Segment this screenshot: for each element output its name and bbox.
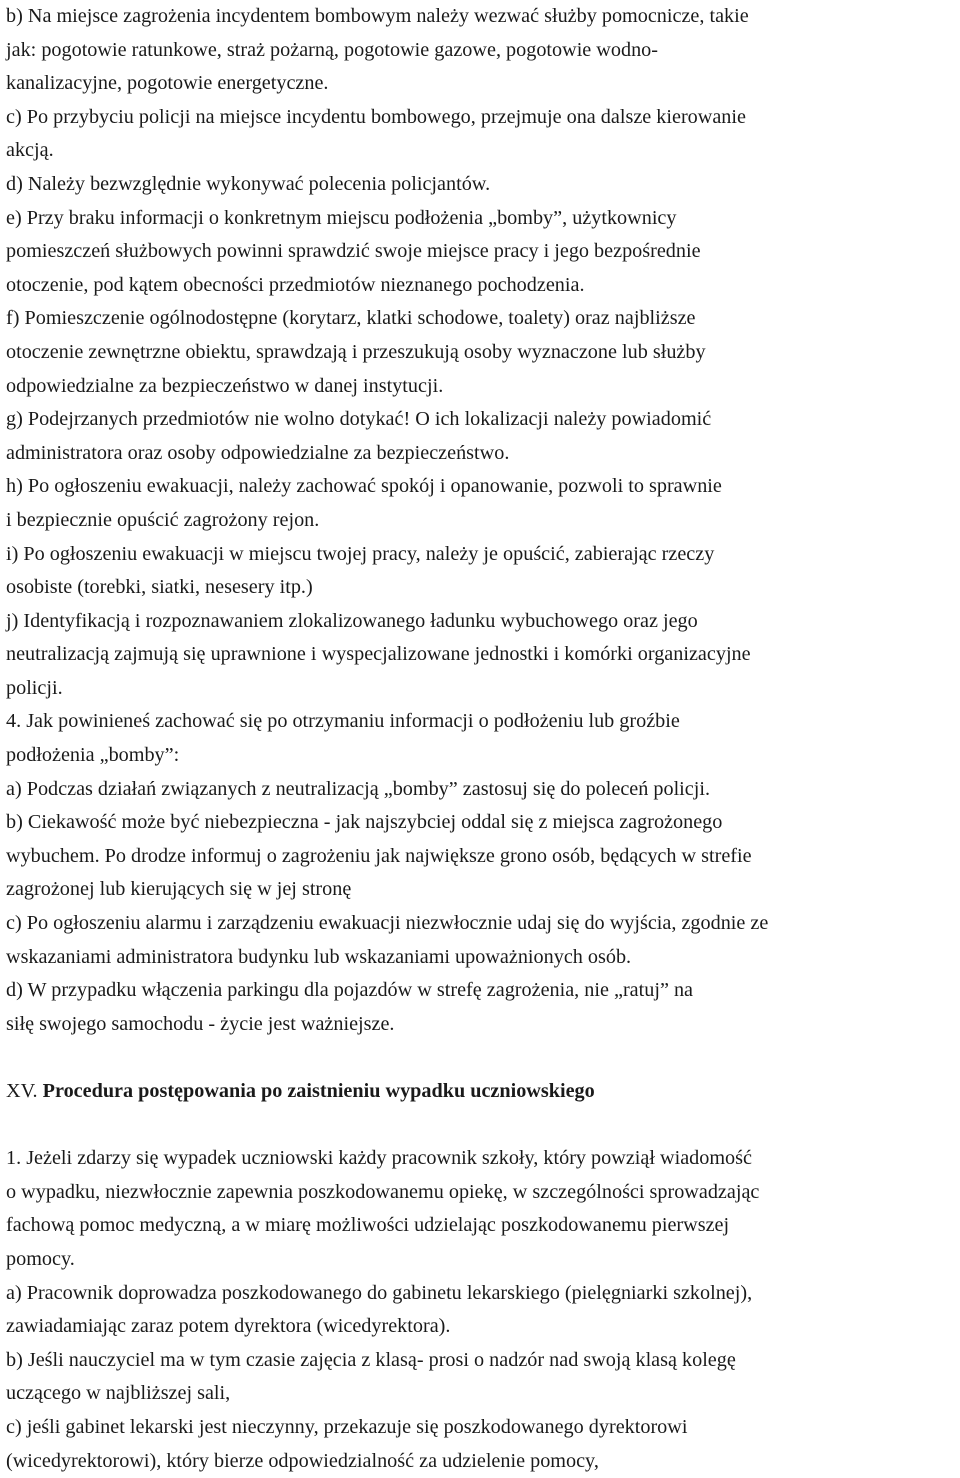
text-line: odpowiedzialne za bezpieczeństwo w danej instytucji.	[6, 374, 444, 397]
text-line: uczącego w najbliższej sali,	[6, 1382, 231, 1405]
section-number: XV.	[6, 1080, 38, 1102]
text-line: zagrożonej lub kierujących się w jej stronę	[6, 878, 352, 901]
text-line: wskazaniami administratora budynku lub wskazaniami upoważnionych osób.	[6, 945, 632, 968]
text-line: b) Ciekawość może być niebezpieczna - jak najszybciej oddal się z miejsca zagrożonego	[6, 811, 723, 834]
text-line: o wypadku, niezwłocznie zapewnia poszkodowanemu opiekę, w szczególności sprowadzając	[6, 1180, 760, 1203]
spacer	[6, 1041, 958, 1075]
text-line: 1. Jeżeli zdarzy się wypadek uczniowski każdy pracownik szkoły, który powziął wiadomość	[6, 1147, 752, 1170]
spacer	[6, 1109, 958, 1143]
text-line: podłożenia „bomby”:	[6, 744, 180, 767]
text-line: pomocy.	[6, 1247, 75, 1270]
text-line: administratora oraz osoby odpowiedzialne za bezpieczeństwo.	[6, 441, 510, 464]
text-line: neutralizacją zajmują się uprawnione i wyspecjalizowane jednostki i komórki organizacyjne	[6, 643, 751, 666]
text-line: c) Po przybyciu policji na miejsce incydentu bombowego, przejmuje ona dalsze kierowanie	[6, 105, 746, 128]
document-page	[6, 0, 958, 1478]
text-line: (wicedyrektorowi), który bierze odpowiedzialność za udzielenie pomocy,	[6, 1449, 599, 1472]
text-line: zawiadamiając zaraz potem dyrektora (wicedyrektora).	[6, 1315, 451, 1338]
text-line: g) Podejrzanych przedmiotów nie wolno dotykać! O ich lokalizacji należy powiadomić	[6, 408, 712, 431]
text-line: d) W przypadku włączenia parkingu dla pojazdów w strefę zagrożenia, nie „ratuj” na	[6, 979, 694, 1002]
section-title: Procedura postępowania po zaistnieniu wypadku uczniowskiego	[42, 1080, 595, 1102]
text-line: jak: pogotowie ratunkowe, straż pożarną, pogotowie gazowe, pogotowie wodno-	[6, 38, 658, 61]
text-line: otoczenie, pod kątem obecności przedmiotów nieznanego pochodzenia.	[6, 273, 585, 296]
text-line: h) Po ogłoszeniu ewakuacji, należy zachować spokój i opanowanie, pozwoli to sprawnie	[6, 475, 722, 498]
text-line: kanalizacyjne, pogotowie energetyczne.	[6, 72, 329, 95]
text-line: pomieszczeń służbowych powinni sprawdzić swoje miejsce pracy i jego bezpośrednie	[6, 240, 701, 263]
text-line: akcją.	[6, 139, 54, 162]
text-line: e) Przy braku informacji o konkretnym miejscu podłożenia „bomby”, użytkownicy	[6, 206, 677, 229]
text-line: osobiste (torebki, siatki, nesesery itp.)	[6, 576, 313, 599]
text-line: c) jeśli gabinet lekarski jest nieczynny, przekazuje się poszkodowanego dyrektorowi	[6, 1415, 688, 1438]
procedure-accident-text	[6, 1142, 958, 1478]
text-line: wybuchem. Po drodze informuj o zagrożeniu jak największe grono osób, będących w strefie	[6, 844, 752, 867]
text-line: b) Jeśli nauczyciel ma w tym czasie zajęcia z klasą- prosi o nadzór nad swoją klasą kolegę	[6, 1348, 736, 1371]
section-heading	[6, 1075, 958, 1109]
text-line: siłę swojego samochodu - życie jest ważniejsze.	[6, 1012, 395, 1035]
text-line: 4. Jak powinieneś zachować się po otrzymaniu informacji o podłożeniu lub groźbie	[6, 710, 680, 733]
text-line: f) Pomieszczenie ogólnodostępne (korytarz, klatki schodowe, toalety) oraz najbliższe	[6, 307, 696, 330]
text-line: otoczenie zewnętrzne obiektu, sprawdzają i przeszukują osoby wyznaczone lub służby	[6, 340, 706, 363]
text-line: j) Identyfikacją i rozpoznawaniem zlokalizowanego ładunku wybuchowego oraz jego	[6, 609, 698, 632]
text-line: policji.	[6, 676, 63, 699]
text-line: fachową pomoc medyczną, a w miarę możliwości udzielając poszkodowanemu pierwszej	[6, 1214, 730, 1237]
text-line: b) Na miejsce zagrożenia incydentem bombowym należy wezwać służby pomocnicze, takie	[6, 5, 749, 27]
text-line: a) Pracownik doprowadza poszkodowanego do gabinetu lekarskiego (pielęgniarki szkolnej),	[6, 1281, 753, 1304]
text-line: c) Po ogłoszeniu alarmu i zarządzeniu ewakuacji niezwłocznie udaj się do wyjścia, zgodnie ze	[6, 912, 769, 935]
text-line: a) Podczas działań związanych z neutralizacją „bomby” zastosuj się do poleceń policji.	[6, 777, 711, 800]
text-line: i bezpiecznie opuścić zagrożony rejon.	[6, 508, 320, 531]
text-line: d) Należy bezwzględnie wykonywać polecenia policjantów.	[6, 172, 491, 195]
text-line: i) Po ogłoszeniu ewakuacji w miejscu twojej pracy, należy je opuścić, zabierając rzeczy	[6, 542, 715, 565]
procedure-bomb-threat-text	[6, 0, 958, 1041]
